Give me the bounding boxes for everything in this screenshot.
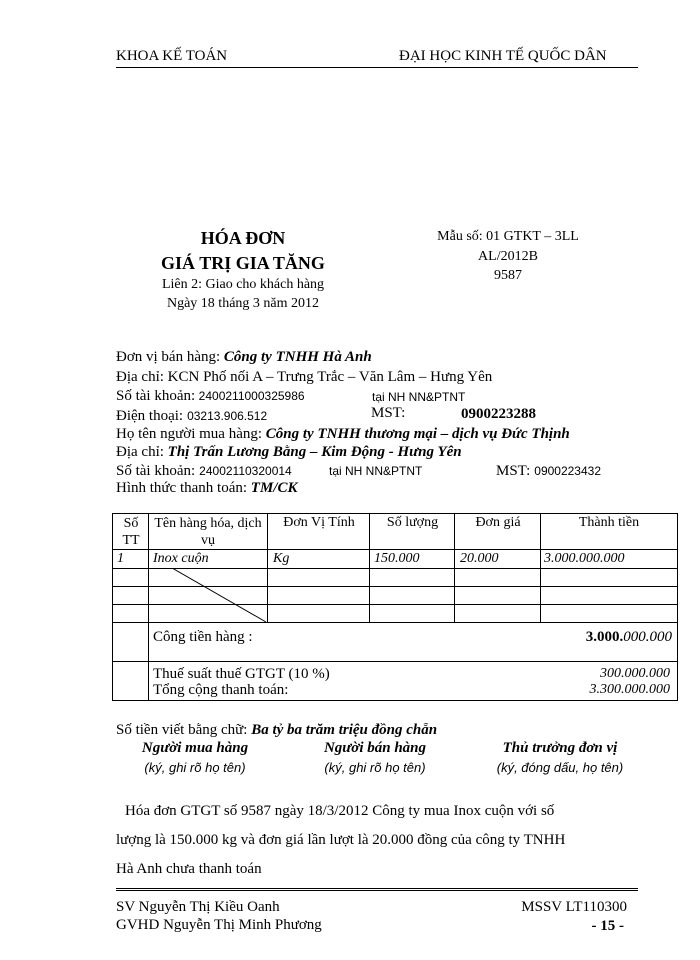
header-rule [116, 67, 638, 68]
header-stt: Số TT [122, 516, 140, 548]
words-label: Số tiền viết bằng chữ: [116, 722, 248, 738]
seller-address-label: Địa chỉ: [116, 369, 164, 385]
buyer-address-label: Địa chỉ: [116, 444, 164, 460]
buyer-name: Công ty TNHH thương mại – dịch vụ Đức Thịnh [265, 426, 570, 442]
seller-label: Đơn vị bán hàng: [116, 349, 221, 365]
footer-rule [116, 888, 638, 891]
invoice-title: HÓA ĐƠN [200, 228, 286, 248]
row1-amount: 3.000.000.000 [544, 551, 625, 566]
buyer-tax-line [496, 462, 601, 480]
row1-unit: Kg [273, 551, 290, 566]
buyer-address-line [116, 444, 462, 461]
row1-name: Inox cuộn [153, 551, 209, 566]
seller-tax-code: 0900223288 [461, 406, 536, 422]
buyer-account-label: Số tài khoản: [116, 463, 196, 479]
buyer-label: Họ tên người mua hàng: [116, 426, 263, 442]
footer-student-id: MSSV LT110300 [521, 899, 627, 915]
note-line-1: Hóa đơn GTGT số 9587 ngày 18/3/2012 Công ty mua Inox cuộn với số [125, 803, 555, 819]
buyer-tax-code: 0900223432 [534, 464, 602, 478]
buyer-bank: tại NH NN&PTNT [329, 464, 423, 478]
subtotal-label: Công tiền hàng : [153, 629, 253, 645]
header-faculty: KHOA KẾ TOÁN [116, 48, 228, 64]
signature-seller-note: (ký, ghi rõ họ tên) [324, 760, 426, 775]
vat-label: Thuế suất thuế GTGT (10 %) [153, 666, 330, 682]
signature-buyer-note: (ký, ghi rõ họ tên) [144, 760, 246, 775]
words-line [116, 722, 437, 739]
total-value: 3.300.000.000 [589, 682, 670, 697]
invoice-copy: Liên 2: Giao cho khách hàng [161, 277, 325, 292]
header-name: Tên hàng hóa, dịch vụ [154, 516, 262, 548]
signature-director-title: Thủ trưởng đơn vị [502, 740, 618, 756]
seller-bank: tại NH NN&PTNT [372, 390, 466, 404]
buyer-account-line [116, 462, 292, 480]
seller-phone-label: Điện thoại: [116, 408, 184, 424]
signature-director-note: (ký, đóng dấu, họ tên) [496, 760, 624, 775]
goods-table [112, 513, 678, 701]
buyer-address: Thị Trấn Lương Bằng – Kim Động - Hưng Yên [167, 444, 462, 460]
payment-label: Hình thức thanh toán: [116, 480, 248, 496]
subtotal-value [542, 629, 672, 646]
note-line-2: lượng là 150.000 kg và đơn giá lần lượt là 20.000 đồng của công ty TNHH [116, 832, 566, 848]
seller-account-label: Số tài khoản: [116, 388, 196, 404]
row1-price: 20.000 [460, 551, 499, 566]
seller-address: KCN Phố nối A – Trưng Trắc – Văn Lâm – Hưng Yên [167, 369, 493, 385]
payment-line [116, 480, 297, 497]
invoice-date: Ngày 18 tháng 3 năm 2012 [166, 296, 320, 311]
invoice-number: 9587 [494, 268, 522, 283]
signature-seller-title: Người bán hàng [323, 740, 427, 756]
payment-method: TM/CK [250, 480, 298, 496]
seller-account: 2400211000325986 [198, 389, 305, 403]
buyer-account: 24002110320014 [199, 464, 292, 478]
note-line-3: Hà Anh chưa thanh toán [116, 861, 262, 877]
signature-buyer-title: Người mua hàng [141, 740, 249, 756]
seller-address-line [116, 369, 492, 386]
footer-advisor: GVHD Nguyễn Thị Minh Phương [116, 917, 322, 933]
words-value: Ba tỷ ba trăm triệu đồng chẵn [251, 722, 438, 738]
header-unit: Đơn Vị Tính [283, 515, 355, 530]
header-university: ĐẠI HỌC KINH TẾ QUỐC DÂN [399, 48, 607, 64]
footer-student: SV Nguyễn Thị Kiều Oanh [116, 899, 280, 915]
header-amount: Thành tiền [578, 515, 640, 530]
invoice-series: AL/2012B [478, 249, 538, 264]
footer-page-number: - 15 - [591, 918, 624, 934]
seller-name: Công ty TNHH Hà Anh [223, 349, 372, 365]
row1-qty: 150.000 [374, 551, 420, 566]
blank-rows-strike [148, 568, 268, 623]
buyer-tax-label: MST: [496, 463, 531, 479]
seller-phone: 03213.906.512 [187, 409, 268, 423]
seller-line [116, 349, 372, 366]
row1-stt: 1 [117, 551, 124, 566]
vat-value: 300.000.000 [600, 666, 670, 681]
subtotal-value-head: 3.000. [585, 629, 624, 645]
header-price: Đơn giá [475, 515, 521, 530]
invoice-subtitle: GIÁ TRỊ GIA TĂNG [161, 253, 325, 273]
seller-tax-label: MST: [371, 405, 406, 421]
total-label: Tổng cộng thanh toán: [153, 682, 289, 698]
form-number: Mẫu số: 01 GTKT – 3LL [437, 229, 579, 244]
seller-phone-line [116, 407, 267, 425]
header-qty: Số lượng [386, 515, 439, 530]
subtotal-value-tail: 000.000 [623, 629, 672, 645]
seller-account-line [116, 388, 305, 405]
buyer-line [116, 426, 570, 443]
